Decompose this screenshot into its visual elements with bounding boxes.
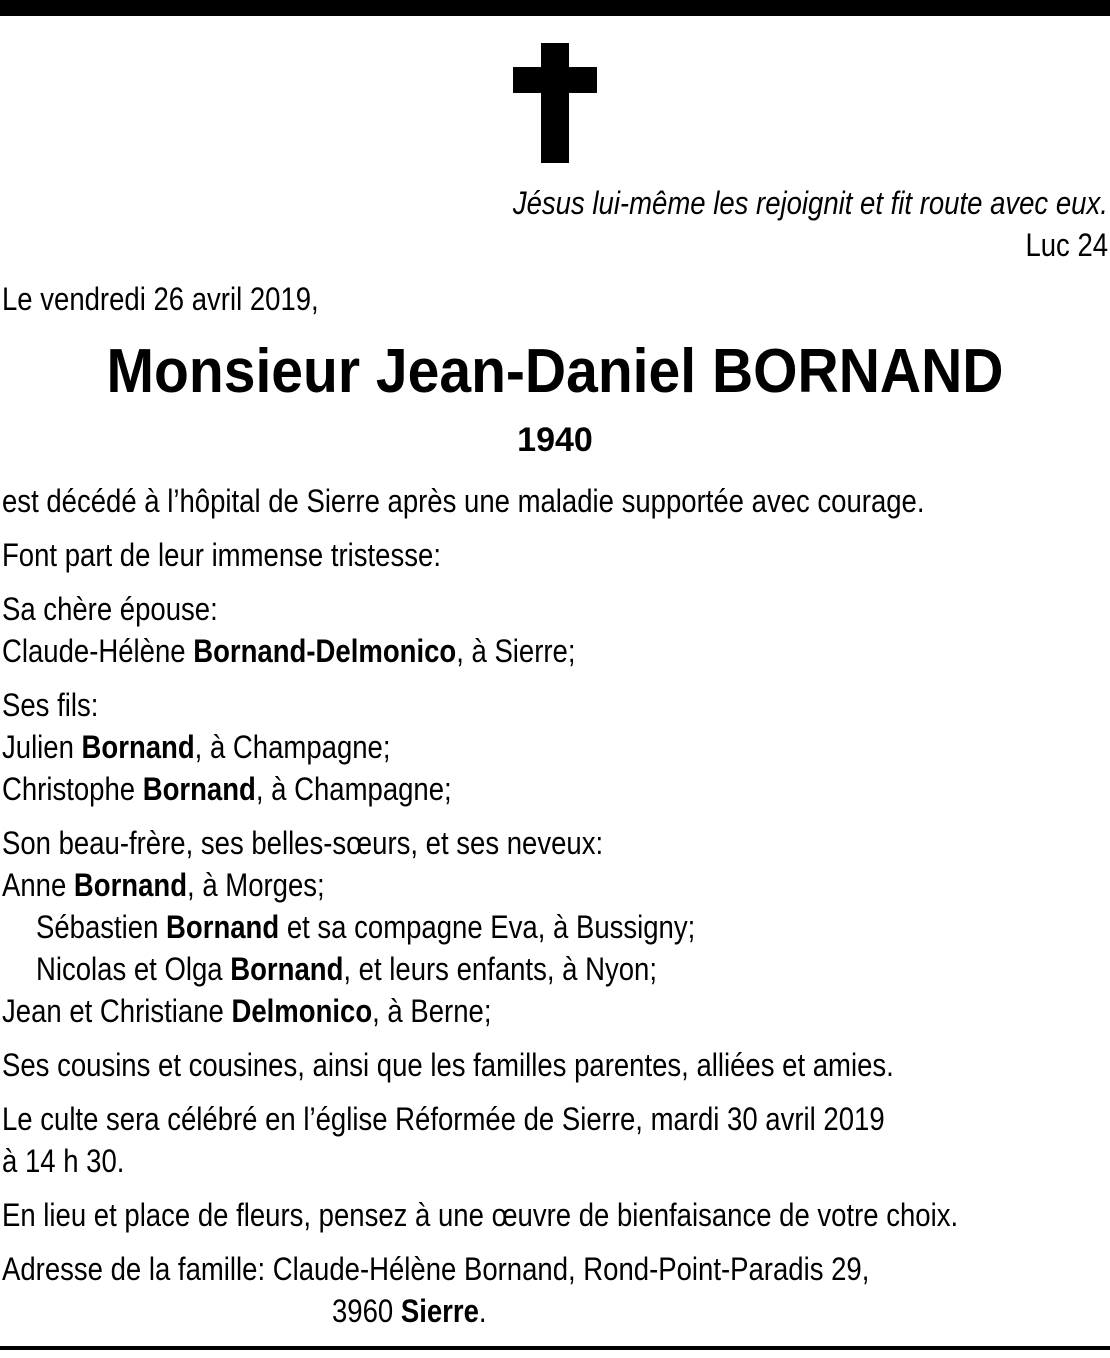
nephew-entry: Sébastien Bornand et sa compagne Eva, à Bussigny; xyxy=(36,909,696,945)
cousins-line: Ses cousins et cousines, ainsi que les familles parentes, alliées et amies. xyxy=(2,1047,894,1083)
date-line: Le vendredi 26 avril 2019, xyxy=(2,281,319,317)
bible-quote: Jésus lui-même les rejoignit et fit route avec eux. xyxy=(513,185,1108,221)
deceased-year: 1940 xyxy=(517,421,593,459)
bible-reference: Luc 24 xyxy=(1025,227,1108,263)
service-line-1: Le culte sera célébré en l’église Réformée de Sierre, mardi 30 avril 2019 xyxy=(2,1101,885,1137)
announce-line: Font part de leur immense tristesse: xyxy=(2,537,441,573)
inlaw-entry: Jean et Christiane Delmonico, à Berne; xyxy=(2,993,492,1029)
flowers-line: En lieu et place de fleurs, pensez à une œuvre de bienfaisance de votre choix. xyxy=(2,1197,959,1233)
son-entry: Christophe Bornand, à Champagne; xyxy=(2,771,452,807)
bottom-rule xyxy=(0,1346,1110,1350)
spouse-heading: Sa chère épouse: xyxy=(2,591,218,627)
sons-heading: Ses fils: xyxy=(2,687,99,723)
address-line-1: Adresse de la famille: Claude-Hélène Bornand, Rond-Point-Paradis 29, xyxy=(2,1251,870,1287)
top-rule xyxy=(0,0,1110,16)
deceased-name: Monsieur Jean-Daniel BORNAND xyxy=(106,337,1004,406)
nephew-entry: Nicolas et Olga Bornand, et leurs enfants, à Nyon; xyxy=(36,951,657,987)
inlaws-heading: Son beau-frère, ses belles-sœurs, et ses neveux: xyxy=(2,825,604,861)
address-line-2: 3960 Sierre. xyxy=(332,1293,487,1329)
son-entry: Julien Bornand, à Champagne; xyxy=(2,729,391,765)
spouse-entry: Claude-Hélène Bornand-Delmonico, à Sierre; xyxy=(2,633,576,669)
death-line: est décédé à l’hôpital de Sierre après une maladie supportée avec courage. xyxy=(2,483,925,519)
inlaw-entry: Anne Bornand, à Morges; xyxy=(2,867,325,903)
service-line-2: à 14 h 30. xyxy=(2,1143,125,1179)
cross-icon xyxy=(513,43,597,163)
